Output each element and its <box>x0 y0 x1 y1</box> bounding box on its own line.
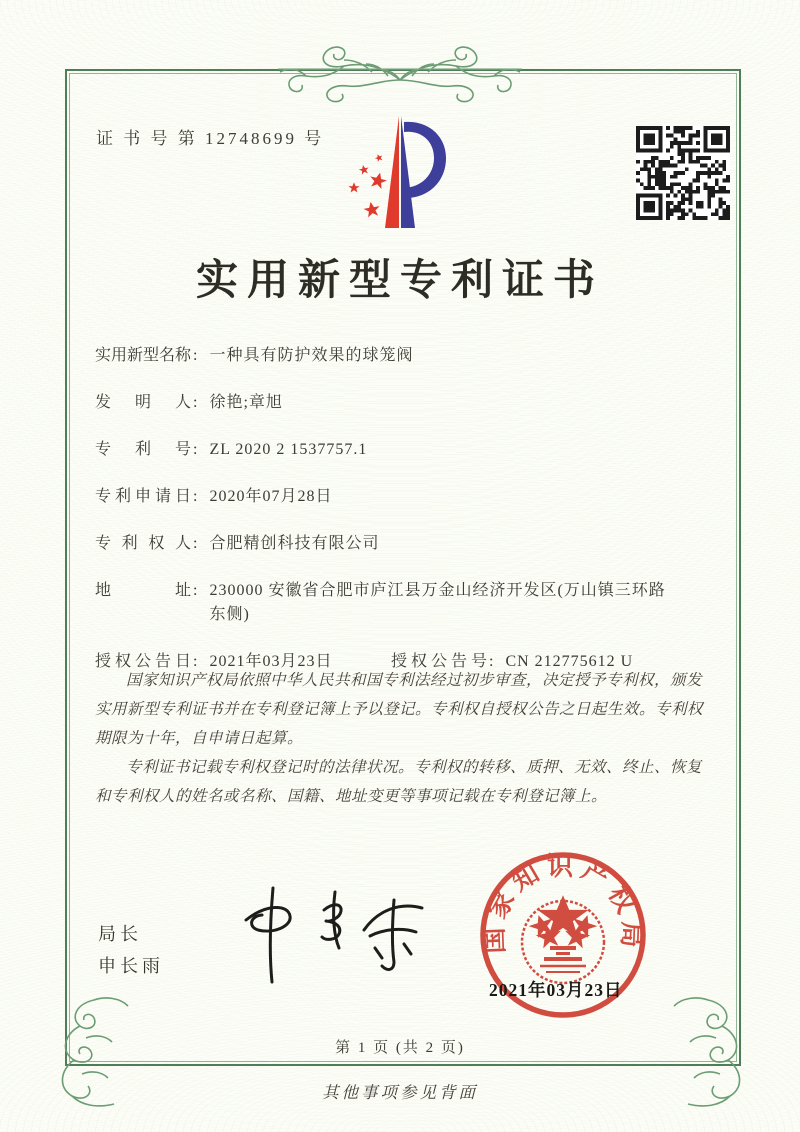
seal-national-emblem <box>522 901 604 983</box>
seal-text: 国家知识产权局 <box>479 852 647 955</box>
top-flourish-ornament <box>278 36 522 108</box>
signer-name: 申长雨 <box>98 956 164 976</box>
field-address: 地址 : 230000 安徽省合肥市庐江县万金山经济开发区(万山镇三环路东侧) <box>95 579 710 627</box>
field-value: 徐艳;章旭 <box>209 394 283 411</box>
page-number: 第 1 页 (共 2 页) <box>335 1040 465 1056</box>
field-value: 合肥精创科技有限公司 <box>209 535 380 552</box>
field-label: 专利申请日 <box>95 488 191 505</box>
field-value: CN 212775612 U <box>505 653 634 670</box>
legal-paragraph-1: 国家知识产权局依照中华人民共和国专利法经过初步审查，决定授予专利权，颁发实用新型专利证书并在专利登记簿上予以登记。专利权自授权公告之日起生效。专利权期限为十年，自申请日起算。 <box>95 672 704 747</box>
field-inventor: 发明人 : 徐艳;章旭 <box>95 391 710 415</box>
field-filing-date: 专利申请日 : 2020年07月28日 <box>95 485 710 509</box>
legal-paragraph-2: 专利证书记载专利权登记时的法律状况。专利权的转移、质押、无效、终止、恢复和专利权人的姓名或名称、国籍、地址变更等事项记载在专利登记簿上。 <box>95 759 703 805</box>
certificate-number: 证 书 号 第 12748699 号 <box>96 129 325 148</box>
qr-code <box>636 126 730 220</box>
field-label: 实用新型名称 <box>95 347 192 364</box>
certificate-fields <box>95 344 710 697</box>
legal-text <box>95 666 709 811</box>
seal-date: 2021年03月23日 <box>489 980 623 1000</box>
logo-bar-red <box>385 116 399 228</box>
field-value: 一种具有防护效果的球笼阀 <box>209 347 414 364</box>
field-label: 地址 <box>95 582 191 599</box>
field-label: 专利权人 <box>95 535 191 552</box>
field-patent-number: 专利号 : ZL 2020 2 1537757.1 <box>95 438 710 462</box>
field-grant-number: 授权公告号 : CN 212775612 U <box>391 650 633 674</box>
field-value: ZL 2020 2 1537757.1 <box>209 441 368 458</box>
cnipa-logo <box>342 110 458 234</box>
field-grant-date: 授权公告日 : 2021年03月23日 <box>95 650 391 674</box>
back-side-note: 其他事项参见背面 <box>322 1083 478 1102</box>
logo-stars <box>348 153 388 218</box>
logo-bar-blue <box>401 116 415 228</box>
signature-shen-changyu <box>218 878 433 993</box>
field-value: 230000 安徽省合肥市庐江县万金山经济开发区(万山镇三环路东侧) <box>209 582 666 623</box>
field-patentee: 专利权人 : 合肥精创科技有限公司 <box>95 532 710 556</box>
field-utility-model-name: 实用新型名称 : 一种具有防护效果的球笼阀 <box>95 344 710 368</box>
signer-title: 局长 <box>98 924 142 944</box>
field-label: 专利号 <box>95 441 191 458</box>
certificate-title: 实用新型专利证书 <box>195 258 604 304</box>
field-label: 发明人 <box>95 394 191 411</box>
field-value: 2021年03月23日 <box>209 653 333 670</box>
field-label: 授权公告日 <box>95 653 191 670</box>
field-value: 2020年07月28日 <box>209 488 333 505</box>
field-label: 授权公告号 <box>391 653 487 670</box>
